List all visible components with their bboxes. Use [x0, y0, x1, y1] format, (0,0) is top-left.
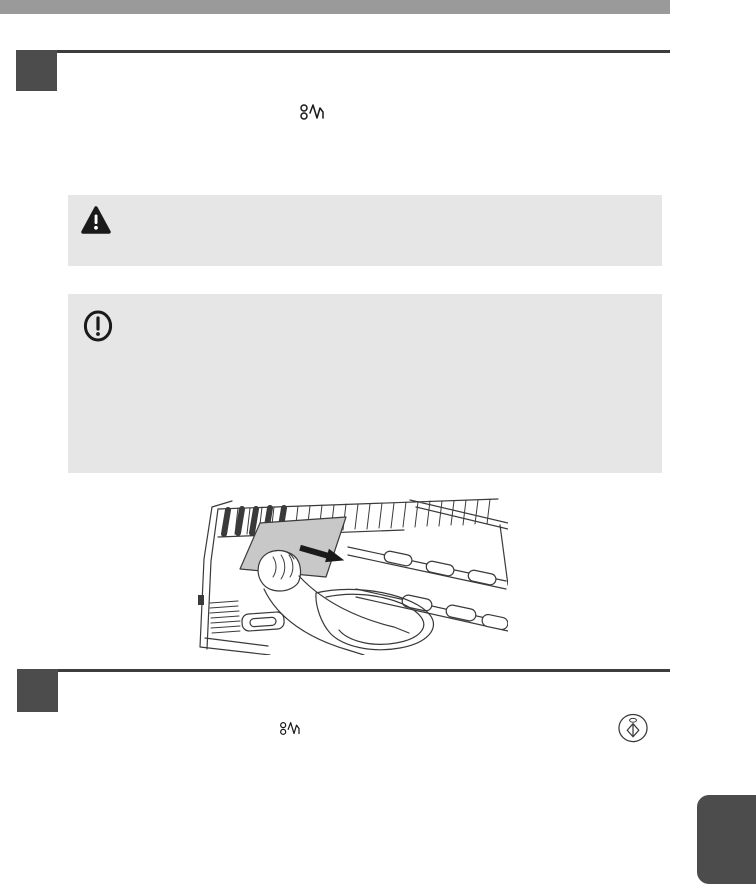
warning-triangle-icon: [81, 206, 111, 236]
step-number-block: [16, 50, 57, 91]
page-header-bar: [0, 0, 670, 14]
warning-note-box: [68, 195, 662, 266]
caution-circle-icon: [83, 310, 113, 342]
paper-jam-removal-illustration: [178, 497, 508, 655]
start-key-icon: [617, 713, 650, 744]
misfeed-indicator-icon: [299, 101, 329, 123]
caution-note-box: [68, 294, 662, 473]
step-number-block: [17, 669, 58, 712]
section-divider: [33, 50, 670, 53]
section-divider: [33, 669, 670, 672]
chapter-side-tab: [697, 795, 756, 884]
misfeed-indicator-icon: [279, 719, 304, 738]
